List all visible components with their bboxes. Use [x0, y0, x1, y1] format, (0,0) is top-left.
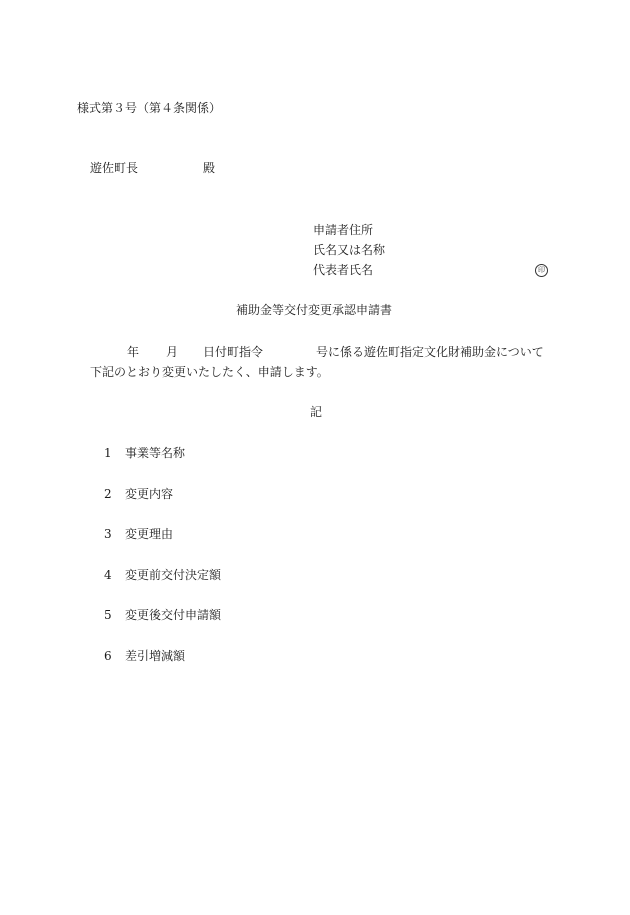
applicant-address-label: 申請者住所: [313, 223, 374, 237]
body-day-ref-label: 日付町指令: [203, 345, 264, 359]
addressee-name: 遊佐町長: [90, 161, 139, 175]
body-line1-rest: 号に係る遊佐町指定文化財補助金について: [316, 345, 544, 359]
body-line2: 下記のとおり変更いたしたく、申請します。: [90, 365, 329, 379]
document-title: 補助金等交付変更承認申請書: [236, 303, 393, 317]
ki-heading: 記: [310, 405, 323, 419]
list-item-label: 差引増減額: [125, 649, 186, 663]
addressee-honorific: 殿: [203, 161, 216, 175]
list-item-number: 6: [104, 649, 112, 663]
list-item-number: 2: [104, 487, 112, 501]
seal-mark-icon: 印: [535, 264, 548, 277]
body-year-label: 年: [127, 345, 140, 359]
list-item-label: 変更理由: [125, 527, 174, 541]
list-item-label: 変更内容: [125, 487, 174, 501]
list-item-label: 事業等名称: [125, 446, 186, 460]
list-item-label: 変更前交付決定額: [125, 568, 222, 582]
body-month-label: 月: [166, 345, 179, 359]
list-item-number: 5: [104, 608, 112, 622]
applicant-name-label: 氏名又は名称: [313, 243, 386, 257]
list-item-number: 1: [104, 446, 112, 460]
form-number: 様式第３号（第４条関係）: [77, 101, 222, 115]
list-item-label: 変更後交付申請額: [125, 608, 222, 622]
applicant-representative-label: 代表者氏名: [313, 263, 374, 277]
list-item-number: 4: [104, 568, 112, 582]
list-item-number: 3: [104, 527, 112, 541]
